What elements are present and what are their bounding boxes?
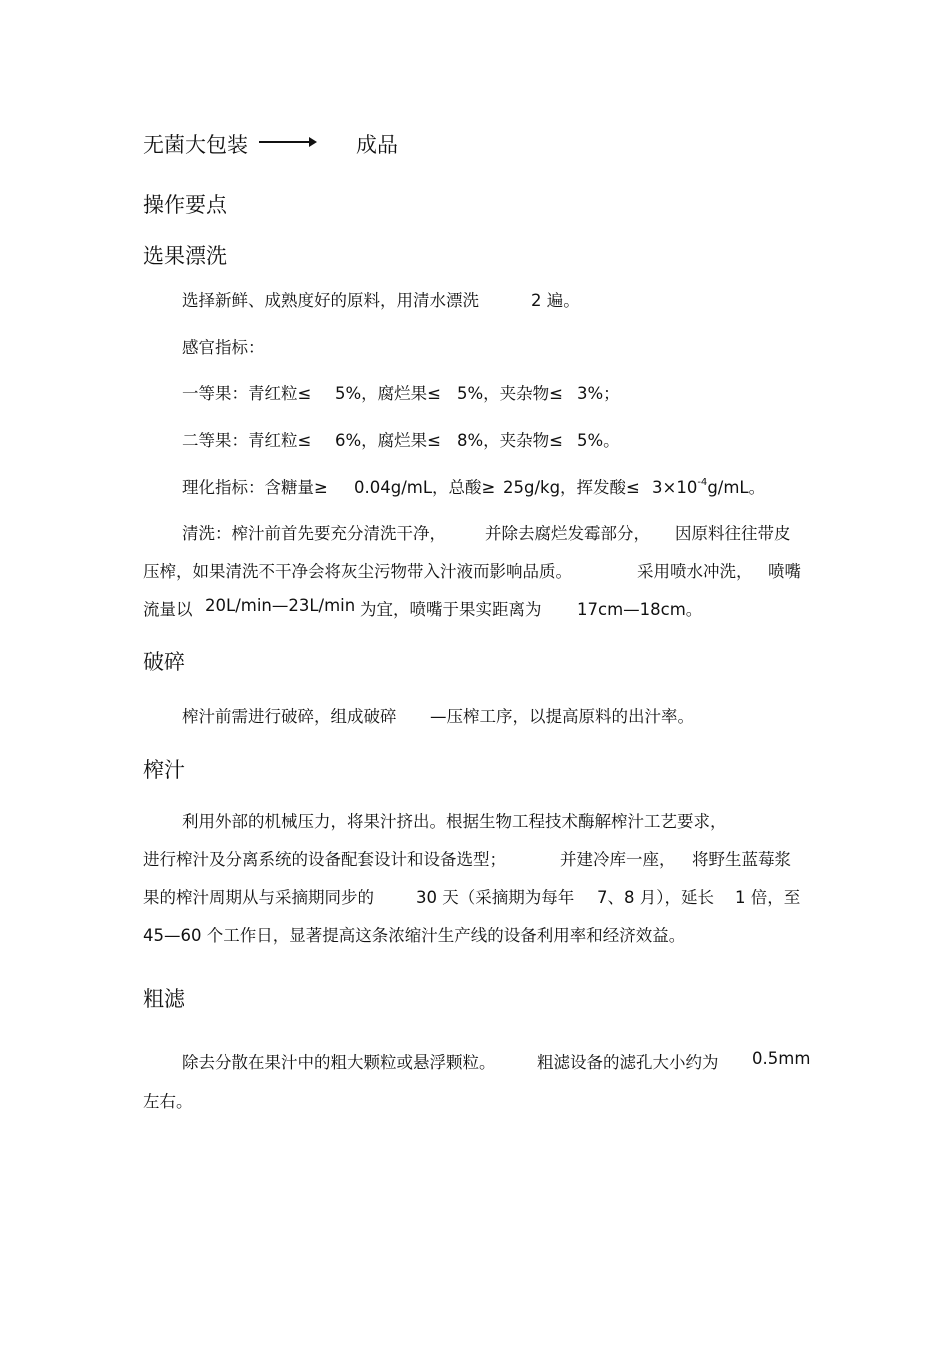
paragraph-text: 30 天（采摘期为每年 — [416, 888, 575, 907]
paragraph-text: 选择新鲜、成熟度好的原料，用清水漂洗 — [182, 291, 479, 310]
heading-filter: 粗滤 — [143, 987, 185, 1011]
flow-step-left: 无菌大包装 — [143, 133, 248, 157]
heading-crush: 破碎 — [143, 650, 185, 674]
paragraph-text: 1 倍，至 — [735, 888, 801, 907]
paragraph-text: 左右。 — [143, 1092, 193, 1111]
paragraph-text: —压榨工序，以提高原料的出汁率。 — [430, 707, 694, 726]
paragraph-text: 进行榨汁及分离系统的设备配套设计和设备选型； — [143, 850, 506, 869]
paragraph-text: 3%； — [577, 384, 620, 403]
paragraph-text: 8%，夹杂物≤ — [457, 431, 564, 450]
paragraph-text: 7、8 月），延长 — [597, 888, 714, 907]
paragraph-text: 5%。 — [577, 431, 620, 450]
paragraph-text: 粗滤设备的滤孔大小约为 — [537, 1053, 719, 1072]
paragraph-text: 并除去腐烂发霉部分， — [485, 524, 650, 543]
paragraph-text: 果的榨汁周期从与采摘期同步的 — [143, 888, 374, 907]
paragraph-text: 为宜，喷嘴于果实距离为 — [360, 600, 542, 619]
paragraph-text: 榨汁前需进行破碎，组成破碎 — [182, 707, 397, 726]
paragraph-text: $3\times 10^{-4}g/mL$。 — [652, 476, 766, 497]
paragraph-text: 45—60 个工作日，显著提高这条浓缩汁生产线的设备利用率和经济效益。 — [143, 926, 686, 945]
paragraph-text: 将野生蓝莓浆 — [692, 850, 791, 869]
paragraph-text: 压榨，如果清洗不干净会将灰尘污物带入汁液而影响品质。 — [143, 562, 572, 581]
paragraph-text: 25g/kg，挥发酸≤ — [503, 478, 640, 497]
flow-step-right: 成品 — [356, 133, 398, 157]
paragraph-text: 采用喷水冲洗， — [637, 562, 753, 581]
paragraph-text: 并建冷库一座， — [560, 850, 676, 869]
heading-operations: 操作要点 — [143, 193, 227, 217]
paragraph-text: 喷嘴 — [768, 562, 801, 581]
paragraph-text: 0.04g/mL，总酸≥ — [354, 478, 496, 497]
paragraph-text: 理化指标：含糖量≥ — [182, 478, 328, 497]
paragraph-text: 一等果：青红粒≤ — [182, 384, 312, 403]
paragraph-text: 6%，腐烂果≤ — [335, 431, 442, 450]
paragraph-text: 20L/min—23L/min — [205, 596, 356, 615]
paragraph-text: 除去分散在果汁中的粗大颗粒或悬浮颗粒。 — [182, 1053, 496, 1072]
heading-press: 榨汁 — [143, 758, 185, 782]
paragraph-text: 二等果：青红粒≤ — [182, 431, 312, 450]
flow-arrow-icon — [259, 141, 315, 143]
paragraph-text: 5%，夹杂物≤ — [457, 384, 564, 403]
paragraph-text: 因原料往往带皮 — [675, 524, 791, 543]
paragraph-text: 清洗：榨汁前首先要充分清洗干净， — [182, 524, 446, 543]
paragraph-text: 利用外部的机械压力，将果汁挤出。根据生物工程技术酶解榨汁工艺要求， — [182, 812, 727, 831]
paragraph-text: 17cm—18cm。 — [577, 600, 703, 619]
paragraph-text: 流量以 — [143, 600, 193, 619]
paragraph-text: 5%，腐烂果≤ — [335, 384, 442, 403]
paragraph-text: 感官指标： — [182, 338, 265, 357]
heading-select-wash: 选果漂洗 — [143, 244, 227, 268]
paragraph-text: 0.5mm — [752, 1049, 811, 1068]
paragraph-text: 2 遍。 — [531, 291, 580, 310]
